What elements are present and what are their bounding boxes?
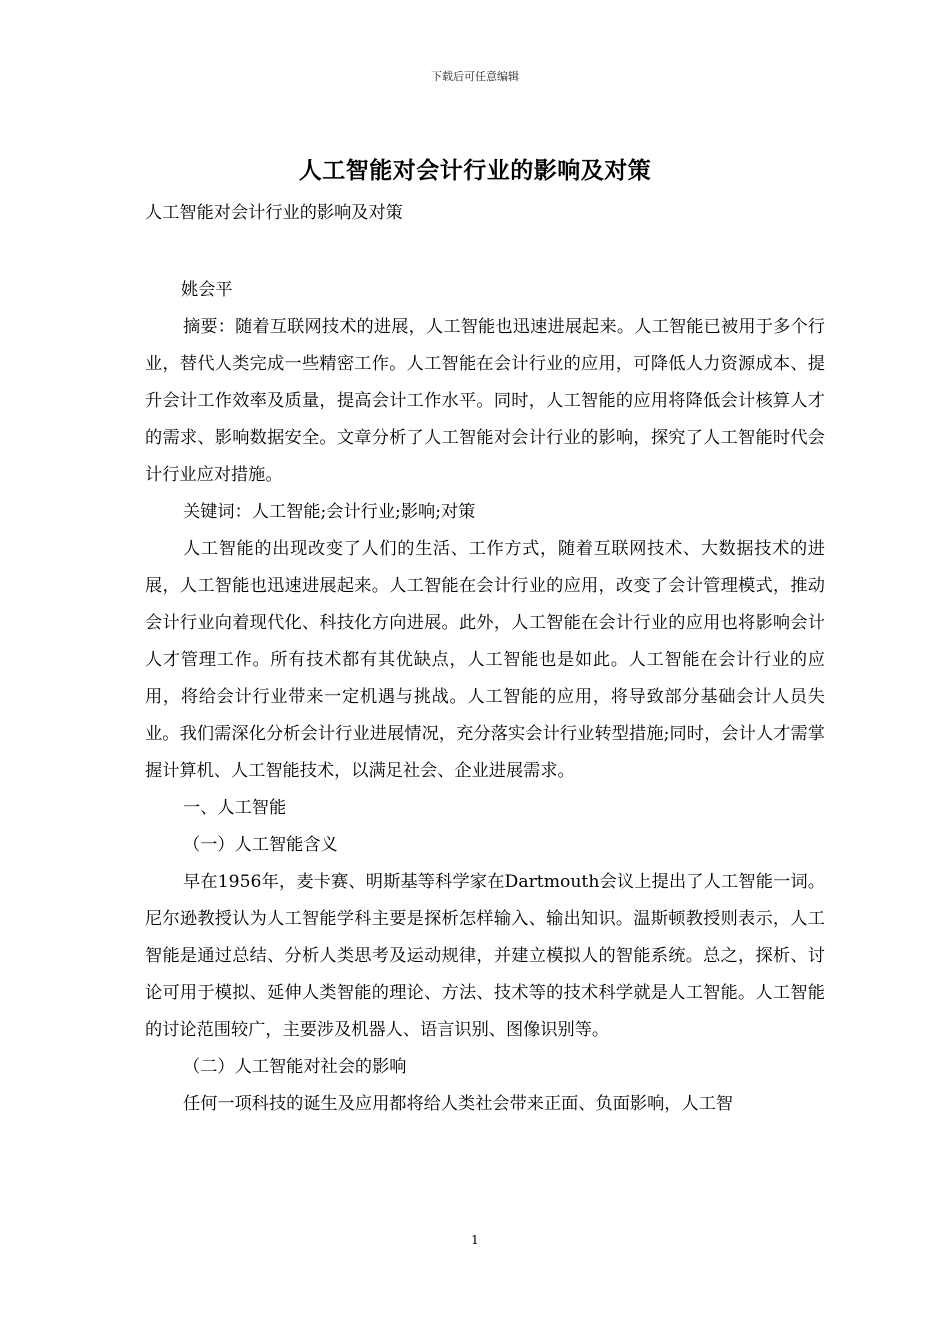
subsection-heading: （一）人工智能含义 <box>183 835 338 855</box>
intro-paragraph: 人工智能的出现改变了人们的生活、工作方式，随着互联网技术、大数据技术的进展，人工智能也迅速进展起来。人工智能在会计行业的应用，改变了会计管理模式，推动会计行业向着现代化、科技化方向进展。此外，人工智能在会计行业的应用也将影响会计人才管理工作。所有技术都有其优缺点，人工智能也是如此。人工智能在会计行业的应用，将给会计行业带来一定机遇与挑战。人工智能的应用，将导致部分基础会计人员失业。我们需深化分析会计行业进展情况，充分落实会计行业转型措施;同时，会计人才需掌握计算机、人工智能技术，以满足社会、企业进展需求。 <box>145 539 825 781</box>
abstract-paragraph: 摘要：随着互联网技术的进展，人工智能也迅速进展起来。人工智能已被用于多个行业，替代人类完成一些精密工作。人工智能在会计行业的应用，可降低人力资源成本、提升会计工作效率及质量，提高会计工作水平。同时，人工智能的应用将降低会计核算人才的需求、影响数据安全。文章分析了人工智能对会计行业的影响，探究了人工智能时代会计行业应对措施。 <box>145 317 825 485</box>
page-number: 1 <box>471 1233 479 1247</box>
subsection-heading: （二）人工智能对社会的影响 <box>183 1057 407 1077</box>
document-body <box>145 309 825 1123</box>
author-name: 姚会平 <box>181 280 233 300</box>
body-paragraph: 早在1956年，麦卡赛、明斯基等科学家在Dartmouth会议上提出了人工智能一词。尼尔逊教授认为人工智能学科主要是探析怎样输入、输出知识。温斯顿教授则表示，人工智能是通过总结、分析人类思考及运动规律，并建立模拟人的智能系统。总之，探析、讨论可用于模拟、延伸人类智能的理论、方法、技术等的技术科学就是人工智能。人工智能的讨论范围较广，主要涉及机器人、语言识别、图像识别等。 <box>145 872 825 1040</box>
document-subtitle: 人工智能对会计行业的影响及对策 <box>145 203 403 223</box>
document-title: 人工智能对会计行业的影响及对策 <box>298 157 652 184</box>
section-heading: 一、人工智能 <box>183 798 287 818</box>
page-header: 下载后可任意编辑 <box>431 70 519 83</box>
body-paragraph: 任何一项科技的诞生及应用都将给人类社会带来正面、负面影响，人工智 <box>183 1094 734 1114</box>
keywords-paragraph: 关键词：人工智能;会计行业;影响;对策 <box>183 502 476 522</box>
